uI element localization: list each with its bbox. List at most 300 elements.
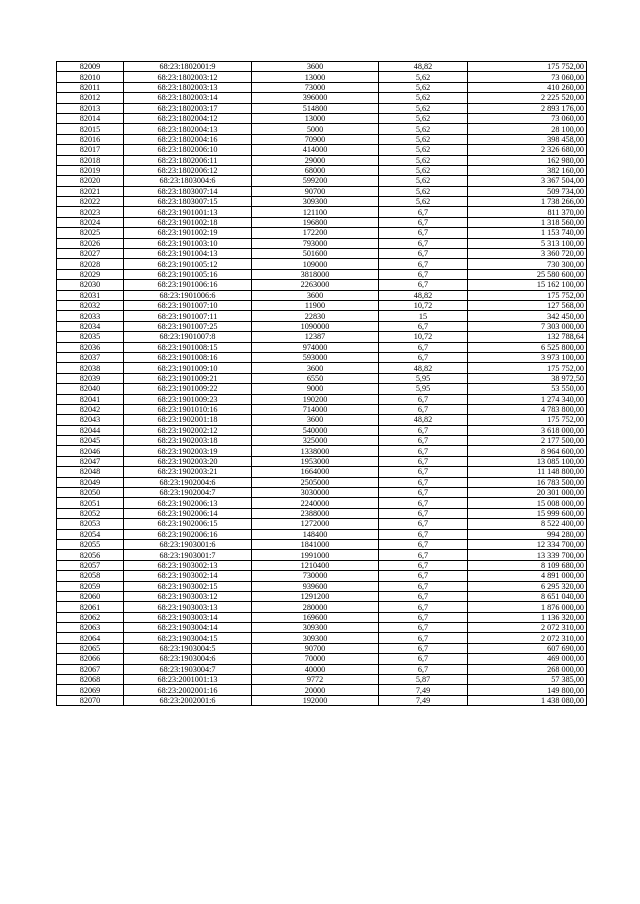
value-sum-cell: 1 274 340,00 <box>468 394 587 404</box>
rate-cell: 6,7 <box>379 643 468 653</box>
cadastral-number-cell: 68:23:1901002:19 <box>124 228 252 238</box>
table-row <box>57 332 587 342</box>
cadastral-number-cell: 68:23:1903001:6 <box>124 539 252 549</box>
cadastral-number-cell: 68:23:1802006:12 <box>124 165 252 175</box>
rate-cell: 6,7 <box>379 623 468 633</box>
table-row <box>57 695 587 705</box>
rate-cell: 10,72 <box>379 300 468 310</box>
row-number-cell: 82067 <box>57 664 124 674</box>
rate-cell: 7,49 <box>379 695 468 705</box>
row-number-cell: 82042 <box>57 404 124 414</box>
row-number-cell: 82051 <box>57 498 124 508</box>
table-row <box>57 62 587 72</box>
rate-cell: 5,62 <box>379 93 468 103</box>
area-cell: 396000 <box>252 93 379 103</box>
table-row <box>57 165 587 175</box>
cadastral-number-cell: 68:23:1802006:10 <box>124 145 252 155</box>
area-cell: 3600 <box>252 363 379 373</box>
rate-cell: 5,62 <box>379 176 468 186</box>
table-row <box>57 633 587 643</box>
cadastral-number-cell: 68:23:1901001:13 <box>124 207 252 217</box>
value-sum-cell: 38 972,50 <box>468 373 587 383</box>
area-cell: 9000 <box>252 384 379 394</box>
area-cell: 11900 <box>252 300 379 310</box>
rate-cell: 48,82 <box>379 363 468 373</box>
value-sum-cell: 127 568,00 <box>468 300 587 310</box>
rate-cell: 48,82 <box>379 62 468 72</box>
rate-cell: 5,62 <box>379 145 468 155</box>
rate-cell: 6,7 <box>379 498 468 508</box>
table-row <box>57 602 587 612</box>
value-sum-cell: 8 964 600,00 <box>468 446 587 456</box>
area-cell: 793000 <box>252 238 379 248</box>
value-sum-cell: 175 752,00 <box>468 62 587 72</box>
rate-cell: 5,62 <box>379 165 468 175</box>
table-row <box>57 498 587 508</box>
row-number-cell: 82057 <box>57 560 124 570</box>
cadastral-number-cell: 68:23:1902003:20 <box>124 456 252 466</box>
row-number-cell: 82019 <box>57 165 124 175</box>
rate-cell: 5,62 <box>379 113 468 123</box>
cadastral-number-cell: 68:23:1901010:16 <box>124 404 252 414</box>
value-sum-cell: 811 370,00 <box>468 207 587 217</box>
rate-cell: 7,49 <box>379 685 468 695</box>
cadastral-number-cell: 68:23:1902001:18 <box>124 415 252 425</box>
area-cell: 501600 <box>252 249 379 259</box>
cadastral-number-cell: 68:23:1901007:11 <box>124 311 252 321</box>
row-number-cell: 82018 <box>57 155 124 165</box>
value-sum-cell: 15 162 100,00 <box>468 280 587 290</box>
cadastral-number-cell: 68:23:1901008:15 <box>124 342 252 352</box>
rate-cell: 5,62 <box>379 197 468 207</box>
row-number-cell: 82049 <box>57 477 124 487</box>
table-row <box>57 643 587 653</box>
cadastral-number-cell: 68:23:1903004:14 <box>124 623 252 633</box>
value-sum-cell: 3 360 720,00 <box>468 249 587 259</box>
value-sum-cell: 28 100,00 <box>468 124 587 134</box>
row-number-cell: 82030 <box>57 280 124 290</box>
area-cell: 280000 <box>252 602 379 612</box>
table-row <box>57 404 587 414</box>
value-sum-cell: 2 893 176,00 <box>468 103 587 113</box>
cadastral-number-cell: 68:23:1802001:9 <box>124 62 252 72</box>
area-cell: 1291200 <box>252 591 379 601</box>
value-sum-cell: 20 301 000,00 <box>468 488 587 498</box>
value-sum-cell: 12 334 700,00 <box>468 539 587 549</box>
row-number-cell: 82038 <box>57 363 124 373</box>
area-cell: 190200 <box>252 394 379 404</box>
cadastral-number-cell: 68:23:1901005:12 <box>124 259 252 269</box>
row-number-cell: 82068 <box>57 675 124 685</box>
rate-cell: 6,7 <box>379 529 468 539</box>
cadastral-number-cell: 68:23:1902003:21 <box>124 467 252 477</box>
rate-cell: 10,72 <box>379 332 468 342</box>
area-cell: 73000 <box>252 82 379 92</box>
table-row <box>57 560 587 570</box>
cadastral-number-cell: 68:23:1901007:25 <box>124 321 252 331</box>
table-row <box>57 394 587 404</box>
area-cell: 90700 <box>252 186 379 196</box>
rate-cell: 5,62 <box>379 103 468 113</box>
table-row <box>57 654 587 664</box>
cadastral-number-cell: 68:23:2001001:13 <box>124 675 252 685</box>
table-row <box>57 352 587 362</box>
cadastral-number-cell: 68:23:1903001:7 <box>124 550 252 560</box>
cadastral-number-cell: 68:23:1802004:16 <box>124 134 252 144</box>
rate-cell: 6,7 <box>379 488 468 498</box>
value-sum-cell: 7 303 000,00 <box>468 321 587 331</box>
value-sum-cell: 2 326 680,00 <box>468 145 587 155</box>
rate-cell: 6,7 <box>379 560 468 570</box>
row-number-cell: 82012 <box>57 93 124 103</box>
table-row <box>57 197 587 207</box>
cadastral-number-cell: 68:23:1903002:15 <box>124 581 252 591</box>
table-row <box>57 384 587 394</box>
cadastral-number-cell: 68:23:1902003:19 <box>124 446 252 456</box>
value-sum-cell: 15 999 600,00 <box>468 508 587 518</box>
cadastral-number-cell: 68:23:1902006:16 <box>124 529 252 539</box>
value-sum-cell: 73 060,00 <box>468 113 587 123</box>
value-sum-cell: 16 783 500,00 <box>468 477 587 487</box>
cadastral-number-cell: 68:23:1901007:8 <box>124 332 252 342</box>
table-row <box>57 623 587 633</box>
table-row <box>57 664 587 674</box>
value-sum-cell: 1 738 266,00 <box>468 197 587 207</box>
row-number-cell: 82034 <box>57 321 124 331</box>
area-cell: 974000 <box>252 342 379 352</box>
value-sum-cell: 398 458,00 <box>468 134 587 144</box>
cadastral-number-cell: 68:23:1802003:14 <box>124 93 252 103</box>
row-number-cell: 82024 <box>57 217 124 227</box>
value-sum-cell: 1 136 320,00 <box>468 612 587 622</box>
rate-cell: 6,7 <box>379 238 468 248</box>
rate-cell: 48,82 <box>379 290 468 300</box>
cadastral-number-cell: 68:23:1802003:12 <box>124 72 252 82</box>
table-row <box>57 571 587 581</box>
row-number-cell: 82040 <box>57 384 124 394</box>
row-number-cell: 82037 <box>57 352 124 362</box>
value-sum-cell: 13 085 100,00 <box>468 456 587 466</box>
cadastral-number-cell: 68:23:1901006:16 <box>124 280 252 290</box>
value-sum-cell: 15 008 000,00 <box>468 498 587 508</box>
row-number-cell: 82036 <box>57 342 124 352</box>
row-number-cell: 82061 <box>57 602 124 612</box>
value-sum-cell: 509 734,00 <box>468 186 587 196</box>
area-cell: 12387 <box>252 332 379 342</box>
rate-cell: 6,7 <box>379 581 468 591</box>
table-row <box>57 467 587 477</box>
area-cell: 593000 <box>252 352 379 362</box>
cadastral-number-cell: 68:23:1903004:15 <box>124 633 252 643</box>
area-cell: 1991000 <box>252 550 379 560</box>
area-cell: 68000 <box>252 165 379 175</box>
cadastral-number-cell: 68:23:1901003:10 <box>124 238 252 248</box>
area-cell: 714000 <box>252 404 379 414</box>
table-row <box>57 249 587 259</box>
table-row <box>57 207 587 217</box>
row-number-cell: 82044 <box>57 425 124 435</box>
value-sum-cell: 268 000,00 <box>468 664 587 674</box>
rate-cell: 6,7 <box>379 280 468 290</box>
table-row <box>57 446 587 456</box>
row-number-cell: 82055 <box>57 539 124 549</box>
area-cell: 40000 <box>252 664 379 674</box>
rate-cell: 6,7 <box>379 591 468 601</box>
table-row <box>57 550 587 560</box>
rate-cell: 6,7 <box>379 477 468 487</box>
value-sum-cell: 73 060,00 <box>468 72 587 82</box>
area-cell: 70000 <box>252 654 379 664</box>
cadastral-number-cell: 68:23:1901008:16 <box>124 352 252 362</box>
area-cell: 2505000 <box>252 477 379 487</box>
area-cell: 1090000 <box>252 321 379 331</box>
cadastral-number-cell: 68:23:1803007:14 <box>124 186 252 196</box>
row-number-cell: 82050 <box>57 488 124 498</box>
rate-cell: 5,62 <box>379 72 468 82</box>
table-row <box>57 155 587 165</box>
cadastral-number-cell: 68:23:1901009:22 <box>124 384 252 394</box>
row-number-cell: 82046 <box>57 446 124 456</box>
rate-cell: 5,95 <box>379 373 468 383</box>
table-row <box>57 591 587 601</box>
cadastral-number-cell: 68:23:2002001:6 <box>124 695 252 705</box>
table-row <box>57 342 587 352</box>
table-row <box>57 217 587 227</box>
table-row <box>57 269 587 279</box>
area-cell: 1272000 <box>252 519 379 529</box>
cadastral-number-cell: 68:23:1903003:14 <box>124 612 252 622</box>
rate-cell: 48,82 <box>379 415 468 425</box>
area-cell: 1210400 <box>252 560 379 570</box>
value-sum-cell: 2 072 310,00 <box>468 633 587 643</box>
cadastral-number-cell: 68:23:1901005:16 <box>124 269 252 279</box>
value-sum-cell: 4 783 800,00 <box>468 404 587 414</box>
area-cell: 1953000 <box>252 456 379 466</box>
table-row <box>57 581 587 591</box>
table-row <box>57 311 587 321</box>
value-sum-cell: 175 752,00 <box>468 415 587 425</box>
row-number-cell: 82045 <box>57 436 124 446</box>
table-row <box>57 685 587 695</box>
row-number-cell: 82010 <box>57 72 124 82</box>
value-sum-cell: 175 752,00 <box>468 363 587 373</box>
rate-cell: 6,7 <box>379 539 468 549</box>
area-cell: 20000 <box>252 685 379 695</box>
area-cell: 121100 <box>252 207 379 217</box>
row-number-cell: 82064 <box>57 633 124 643</box>
rate-cell: 6,7 <box>379 394 468 404</box>
area-cell: 29000 <box>252 155 379 165</box>
value-sum-cell: 1 318 560,00 <box>468 217 587 227</box>
value-sum-cell: 3 973 100,00 <box>468 352 587 362</box>
row-number-cell: 82028 <box>57 259 124 269</box>
table-row <box>57 415 587 425</box>
value-sum-cell: 2 072 310,00 <box>468 623 587 633</box>
cadastral-number-cell: 68:23:1902006:13 <box>124 498 252 508</box>
value-sum-cell: 149 800,00 <box>468 685 587 695</box>
table-row <box>57 539 587 549</box>
area-cell: 414000 <box>252 145 379 155</box>
row-number-cell: 82021 <box>57 186 124 196</box>
rate-cell: 5,62 <box>379 186 468 196</box>
row-number-cell: 82070 <box>57 695 124 705</box>
area-cell: 309300 <box>252 623 379 633</box>
cadastral-number-cell: 68:23:1901009:23 <box>124 394 252 404</box>
value-sum-cell: 410 260,00 <box>468 82 587 92</box>
row-number-cell: 82059 <box>57 581 124 591</box>
cadastral-number-cell: 68:23:2002001:16 <box>124 685 252 695</box>
area-cell: 3600 <box>252 415 379 425</box>
row-number-cell: 82066 <box>57 654 124 664</box>
cadastral-number-cell: 68:23:1903004:6 <box>124 654 252 664</box>
cadastral-number-cell: 68:23:1903004:5 <box>124 643 252 653</box>
value-sum-cell: 6 525 800,00 <box>468 342 587 352</box>
table-row <box>57 675 587 685</box>
cadastral-number-cell: 68:23:1802004:12 <box>124 113 252 123</box>
rate-cell: 6,7 <box>379 249 468 259</box>
row-number-cell: 82054 <box>57 529 124 539</box>
area-cell: 2240000 <box>252 498 379 508</box>
table-row <box>57 425 587 435</box>
cadastral-number-cell: 68:23:1902004:6 <box>124 477 252 487</box>
value-sum-cell: 11 148 800,00 <box>468 467 587 477</box>
rate-cell: 5,95 <box>379 384 468 394</box>
cadastral-number-cell: 68:23:1902002:12 <box>124 425 252 435</box>
cadastral-number-cell: 68:23:1901002:18 <box>124 217 252 227</box>
value-sum-cell: 1 153 740,00 <box>468 228 587 238</box>
value-sum-cell: 2 225 520,00 <box>468 93 587 103</box>
row-number-cell: 82065 <box>57 643 124 653</box>
table-row <box>57 612 587 622</box>
row-number-cell: 82023 <box>57 207 124 217</box>
area-cell: 599200 <box>252 176 379 186</box>
table-row <box>57 488 587 498</box>
cadastral-number-cell: 68:23:1903002:14 <box>124 571 252 581</box>
area-cell: 2388000 <box>252 508 379 518</box>
row-number-cell: 82026 <box>57 238 124 248</box>
rate-cell: 6,7 <box>379 664 468 674</box>
area-cell: 3600 <box>252 290 379 300</box>
area-cell: 2263000 <box>252 280 379 290</box>
table-row <box>57 436 587 446</box>
cadastral-number-cell: 68:23:1902006:14 <box>124 508 252 518</box>
area-cell: 169600 <box>252 612 379 622</box>
table-row <box>57 134 587 144</box>
table-row <box>57 145 587 155</box>
table-row <box>57 72 587 82</box>
area-cell: 90700 <box>252 643 379 653</box>
row-number-cell: 82029 <box>57 269 124 279</box>
table-row <box>57 280 587 290</box>
rate-cell: 5,62 <box>379 124 468 134</box>
table-row <box>57 82 587 92</box>
row-number-cell: 82016 <box>57 134 124 144</box>
area-cell: 13000 <box>252 72 379 82</box>
row-number-cell: 82033 <box>57 311 124 321</box>
value-sum-cell: 994 280,00 <box>468 529 587 539</box>
value-sum-cell: 382 160,00 <box>468 165 587 175</box>
area-cell: 309300 <box>252 633 379 643</box>
table-row <box>57 103 587 113</box>
cadastral-number-cell: 68:23:1901009:21 <box>124 373 252 383</box>
table-row <box>57 186 587 196</box>
table-row <box>57 290 587 300</box>
row-number-cell: 82041 <box>57 394 124 404</box>
row-number-cell: 82011 <box>57 82 124 92</box>
area-cell: 13000 <box>252 113 379 123</box>
table-row <box>57 519 587 529</box>
area-cell: 1841000 <box>252 539 379 549</box>
row-number-cell: 82017 <box>57 145 124 155</box>
cadastral-number-cell: 68:23:1901006:6 <box>124 290 252 300</box>
row-number-cell: 82014 <box>57 113 124 123</box>
rate-cell: 5,87 <box>379 675 468 685</box>
row-number-cell: 82048 <box>57 467 124 477</box>
area-cell: 1664000 <box>252 467 379 477</box>
table-row <box>57 508 587 518</box>
cadastral-number-cell: 68:23:1802004:13 <box>124 124 252 134</box>
rate-cell: 6,7 <box>379 207 468 217</box>
table-row <box>57 477 587 487</box>
table-row <box>57 456 587 466</box>
area-cell: 70900 <box>252 134 379 144</box>
value-sum-cell: 607 690,00 <box>468 643 587 653</box>
rate-cell: 6,7 <box>379 228 468 238</box>
cadastral-number-cell: 68:23:1901009:10 <box>124 363 252 373</box>
row-number-cell: 82031 <box>57 290 124 300</box>
cadastral-number-cell: 68:23:1903003:13 <box>124 602 252 612</box>
area-cell: 3030000 <box>252 488 379 498</box>
rate-cell: 6,7 <box>379 404 468 414</box>
rate-cell: 6,7 <box>379 519 468 529</box>
rate-cell: 5,62 <box>379 155 468 165</box>
value-sum-cell: 5 313 100,00 <box>468 238 587 248</box>
table-body <box>57 62 587 706</box>
value-sum-cell: 8 109 680,00 <box>468 560 587 570</box>
row-number-cell: 82025 <box>57 228 124 238</box>
area-cell: 730000 <box>252 571 379 581</box>
cadastral-number-cell: 68:23:1903002:13 <box>124 560 252 570</box>
rate-cell: 6,7 <box>379 269 468 279</box>
area-cell: 540000 <box>252 425 379 435</box>
rate-cell: 6,7 <box>379 571 468 581</box>
value-sum-cell: 8 651 040,00 <box>468 591 587 601</box>
rate-cell: 6,7 <box>379 456 468 466</box>
area-cell: 5000 <box>252 124 379 134</box>
row-number-cell: 82063 <box>57 623 124 633</box>
table-row <box>57 363 587 373</box>
cadastral-number-cell: 68:23:1903004:7 <box>124 664 252 674</box>
table-row <box>57 373 587 383</box>
table-row <box>57 529 587 539</box>
row-number-cell: 82020 <box>57 176 124 186</box>
value-sum-cell: 4 891 000,00 <box>468 571 587 581</box>
table-row <box>57 113 587 123</box>
rate-cell: 5,62 <box>379 134 468 144</box>
row-number-cell: 82043 <box>57 415 124 425</box>
rate-cell: 6,7 <box>379 612 468 622</box>
cadastral-number-cell: 68:23:1803004:6 <box>124 176 252 186</box>
value-sum-cell: 53 550,00 <box>468 384 587 394</box>
rate-cell: 6,7 <box>379 425 468 435</box>
rate-cell: 6,7 <box>379 550 468 560</box>
row-number-cell: 82060 <box>57 591 124 601</box>
area-cell: 22830 <box>252 311 379 321</box>
rate-cell: 15 <box>379 311 468 321</box>
rate-cell: 6,7 <box>379 217 468 227</box>
table-row <box>57 259 587 269</box>
rate-cell: 6,7 <box>379 321 468 331</box>
